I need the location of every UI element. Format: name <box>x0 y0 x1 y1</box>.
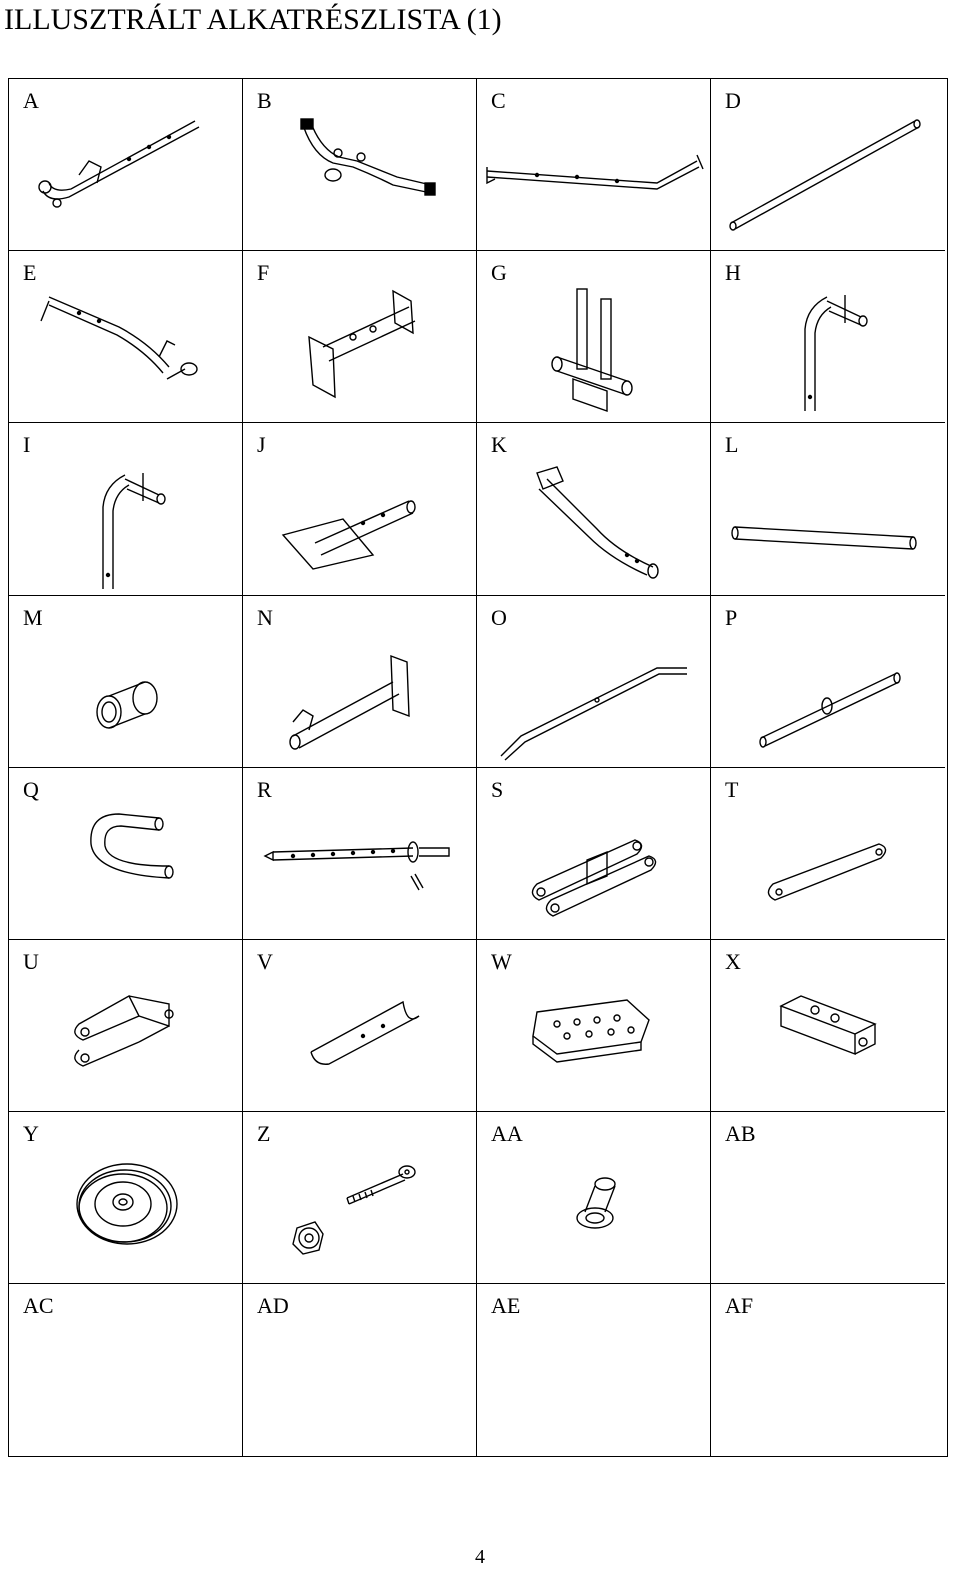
part-cell-ab <box>711 1112 945 1284</box>
short-sleeve-icon <box>9 632 241 766</box>
curved-frame-tube-icon <box>9 115 241 249</box>
part-label: H <box>725 260 741 286</box>
part-label: L <box>725 432 739 458</box>
straight-bar-with-ring-icon <box>711 632 943 766</box>
bent-frame-tube-with-brackets-icon <box>9 287 241 421</box>
part-cell-p <box>711 596 945 768</box>
straight-bar-icon <box>711 459 943 593</box>
part-label: Y <box>23 1121 39 1147</box>
part-label: AA <box>491 1121 523 1147</box>
part-label: W <box>491 948 512 974</box>
part-label: F <box>257 260 270 286</box>
part-cell-ad <box>243 1284 477 1456</box>
part-label: D <box>725 88 741 113</box>
part-cell-q <box>9 768 243 940</box>
part-cell-a <box>9 79 243 251</box>
part-label: AF <box>725 1293 754 1319</box>
part-cell-i <box>9 423 243 595</box>
perforated-plate-icon <box>477 976 709 1110</box>
part-label: Q <box>23 776 39 802</box>
part-cell-o <box>477 596 711 768</box>
part-cell-m <box>9 596 243 768</box>
part-cell-h <box>711 251 945 423</box>
part-label: AE <box>491 1293 521 1319</box>
part-label: X <box>725 948 741 974</box>
tube-with-mounting-plate-icon <box>243 632 475 766</box>
u-shaped-handle-icon <box>9 804 241 938</box>
part-cell-f <box>243 251 477 423</box>
long-frame-tube-with-brackets-icon <box>477 115 709 249</box>
part-label: AD <box>257 1293 289 1319</box>
part-label: C <box>491 88 506 113</box>
part-cell-t <box>711 768 945 940</box>
part-cell-ac <box>9 1284 243 1456</box>
part-label: Z <box>257 1121 271 1147</box>
part-cell-z <box>243 1112 477 1284</box>
part-cell-k <box>477 423 711 595</box>
part-label: E <box>23 260 37 286</box>
curved-cover-plate-icon <box>243 976 475 1110</box>
part-cell-x <box>711 940 945 1112</box>
hooked-upright-post-icon <box>9 459 241 593</box>
part-cell-j <box>243 423 477 595</box>
part-label: V <box>257 948 273 974</box>
part-label: AB <box>725 1121 756 1147</box>
knob-and-bolt-icon <box>243 1148 475 1282</box>
flat-link-plate-icon <box>711 804 943 938</box>
straight-rod-icon <box>711 115 943 249</box>
part-label: J <box>257 432 266 458</box>
part-label: M <box>23 604 43 630</box>
page-number: 4 <box>475 1546 485 1568</box>
part-cell-d <box>711 79 945 251</box>
part-cell-c <box>477 79 711 251</box>
part-label: S <box>491 776 504 802</box>
page-title: ILLUSZTRÁLT ALKATRÉSZLISTA (1) <box>4 3 502 36</box>
part-label: G <box>491 260 507 286</box>
bent-arm-with-bracket-icon <box>477 459 709 593</box>
long-bent-bar-icon <box>477 632 709 766</box>
part-cell-e <box>9 251 243 423</box>
part-label: AC <box>23 1293 54 1319</box>
part-label: A <box>23 88 39 113</box>
part-label: B <box>257 88 272 113</box>
parts-grid <box>8 78 948 1457</box>
part-cell-w <box>477 940 711 1112</box>
part-cell-ae <box>477 1284 711 1456</box>
hooked-upright-post-icon <box>711 287 943 421</box>
pulley-wheel-icon <box>9 1148 241 1282</box>
part-label: U <box>23 948 39 974</box>
part-cell-u <box>9 940 243 1112</box>
part-label: O <box>491 604 507 630</box>
u-bracket-icon <box>9 976 241 1110</box>
upright-twin-post-icon <box>477 287 709 421</box>
adjustment-rod-with-pin-icon <box>243 804 475 938</box>
double-bracket-icon <box>477 804 709 938</box>
tube-on-base-plate-icon <box>243 459 475 593</box>
part-cell-r <box>243 768 477 940</box>
part-cell-n <box>243 596 477 768</box>
tube-with-end-plates-icon <box>243 287 475 421</box>
part-label: K <box>491 432 507 458</box>
part-cell-g <box>477 251 711 423</box>
part-label: N <box>257 604 273 630</box>
part-cell-l <box>711 423 945 595</box>
bent-handlebar-tube-icon <box>243 115 475 249</box>
part-label: R <box>257 776 272 802</box>
part-cell-b <box>243 79 477 251</box>
part-label: T <box>725 776 739 802</box>
square-block-icon <box>711 976 943 1110</box>
part-label: I <box>23 432 31 458</box>
part-cell-aa <box>477 1112 711 1284</box>
part-cell-s <box>477 768 711 940</box>
part-label: P <box>725 604 738 630</box>
part-cell-y <box>9 1112 243 1284</box>
part-cell-af <box>711 1284 945 1456</box>
part-cell-v <box>243 940 477 1112</box>
flanged-bushing-icon <box>477 1148 709 1282</box>
